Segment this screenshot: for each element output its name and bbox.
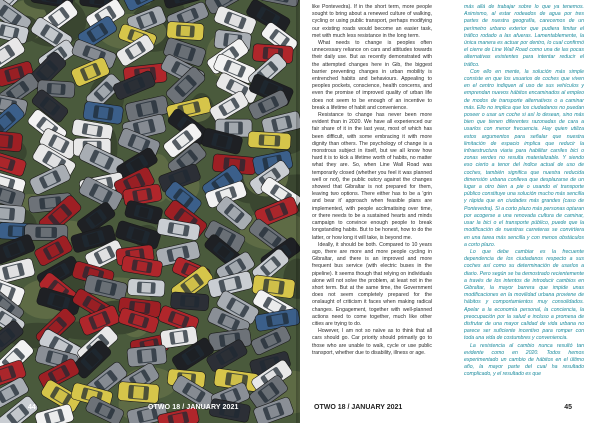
english-paragraph: What needs to change is peoples often unnecessary reliance on cars and attitudes towards their daily use. But as recently demonstrated with the attempted changes here in Gib, the biggest barrier preventing changes in urban mobility is entrenched habits and behaviours. Appealing to peoples pockets, conscience, health concerns, and even the promise of improved quality of urban life does not seem to be enough of an incentive to break a lifetime of habit and convenience.	[312, 40, 432, 111]
english-paragraph: Resistance to change has never been more evident than in 2020. We have all experienced our fair share of it in the last year, most of which has been difficult, with some embracing it with more dignity than others. The psychology of change is a monstrous subject in itself, but we all know how hard it is to kick a lifetime worth of habits, no matter what they are. So, when Line Wall Road was temporarily closed (whether you feel it was planned well or not), the public outcry against the changes showed that Gibraltar is not prepared for them, leaving two options. There either has to be a 'grin and bear it' approach when feasible plans are implemented, with people acclimatising over time, or there needs to be a sustained hearts and minds campaign to convince enough people to break longstanding habits. But to be honest, how to do the latter, or how long it will take, is beyond me.	[312, 112, 432, 241]
scrapped-car	[0, 130, 23, 152]
english-column	[312, 4, 432, 396]
english-paragraph: like Pontevedra). If in the short term, more people sought to bring about a renewed culture of walking, cycling or using public transport, perhaps modifying our existing roads would become an easier task, met with much less resistance in the long term.	[312, 4, 432, 39]
spanish-paragraph: más allá de trabajar sobre lo que ya tenemos. Asimismo, al estar rodeados de agua por tres partes de nuestra geografía, carecemos de un perímetro urbano exterior que pudiera limitar el tráfico rodado a las afueras. Lamentablemente, la única manera es actuar por dentro, lo cual confirmó el cierre de Line Wall Road como una de las pocas alternativas existentes para intentar reducir el tráfico.	[464, 4, 584, 68]
page-number-left: 44	[28, 404, 36, 411]
footer-left: OTWO 18 / JANUARY 2021	[148, 404, 239, 411]
scrapped-car	[248, 131, 291, 150]
scrapped-car	[127, 279, 165, 297]
spanish-paragraph: Lo que debe cambiar es la frecuente dependencia de los ciudadanos respecto a sus coches así como su determinación de usarlos a diario. Pero según se ha demostrado recientemente a través de los intentos de introducir cambios en Gibraltar, la mayor barrera que impide unas modificaciones en la movilidad urbana proviene de hábitos y comportamientos muy consolidados. Apelar a la economía personal, la conciencia, la preocupación por la salud e incluso a promesa de disfrutar de una mayor calidad de vida urbana no parece ser suficiente incentivo para romper con toda una vida de costumbres y conveniencia.	[464, 248, 584, 342]
scrapped-car	[170, 292, 209, 311]
article-page	[300, 0, 600, 423]
scrapped-car	[127, 345, 167, 367]
spanish-paragraph: Con ello en mente, la solución más simple consiste en que los usuarios de coches que viven en el centro indiquen al uso de sus vehículos y emprendan nuevos hábitos encaminados al empleo de modos de transporte alternativos o a caminar más. Ello no implica que los ciudadanos no puedan poseer o usar un coche si así lo desean, sino más bien que tienen diferentes razonadas de cara a usarlos con menor frecuencia. Hay quien utiliza estos argumentos para señalar que nuestra limitación de espacio implica que reducir la infraestructura viaria para habilitar carriles bici o zonas verdes no resulta materializable. Y siendo eso cierto a tenor del índice actual de uso de coches, también significa que nuestra reducida dimensión urbana conlleva que desplazarse de un lugar a otro bien a pie o usando el transporte público constituye una solución mucho más sencilla y rápida que en ciudades más grandes (caso de Pontevedra). Si a corto plazo más personas optaran por acogerse a una renovada cultura de caminar, usar la bici o el transporte público, puede que la modificación de nuestras carreteras se convirtiera en una tarea más sencilla y con menos obstáculos a corto plazo.	[464, 68, 584, 248]
english-paragraph: Ideally, it should be both. Compared to 10 years ago, there are more and more people cycling in Gibraltar, and there is an improved and more frequent bus service (with electric buses in the pipeline). It seems though that relying on individuals alone will not solve the problem, at least not in the short term. But at the same time, the Government does not seem completely prepared for the onslaught of criticism it faces when making radical changes. Engagement, together with well-planned actions need to come together, much like other cities are trying to do.	[312, 241, 432, 327]
spanish-paragraph: La resistencia al cambio nunca resultó tan evidente como en 2020. Todos hemos experimentado un cambio de hábitos en el último año, la mayor parte del cual ha resultado complicado, y el resultado es que	[464, 342, 584, 378]
scrapped-car	[117, 381, 159, 403]
scrapped-car	[0, 203, 26, 224]
footer-right: OTWO 18 / JANUARY 2021	[314, 404, 403, 411]
spanish-column	[464, 4, 584, 396]
page-number-right: 45	[564, 404, 572, 411]
english-paragraph: However, I am not so naïve as to think that all cars should go. Car priority should primarily go to those who are unable to walk, cycle or use public transport, whether due to disability, illness or age.	[312, 328, 432, 356]
